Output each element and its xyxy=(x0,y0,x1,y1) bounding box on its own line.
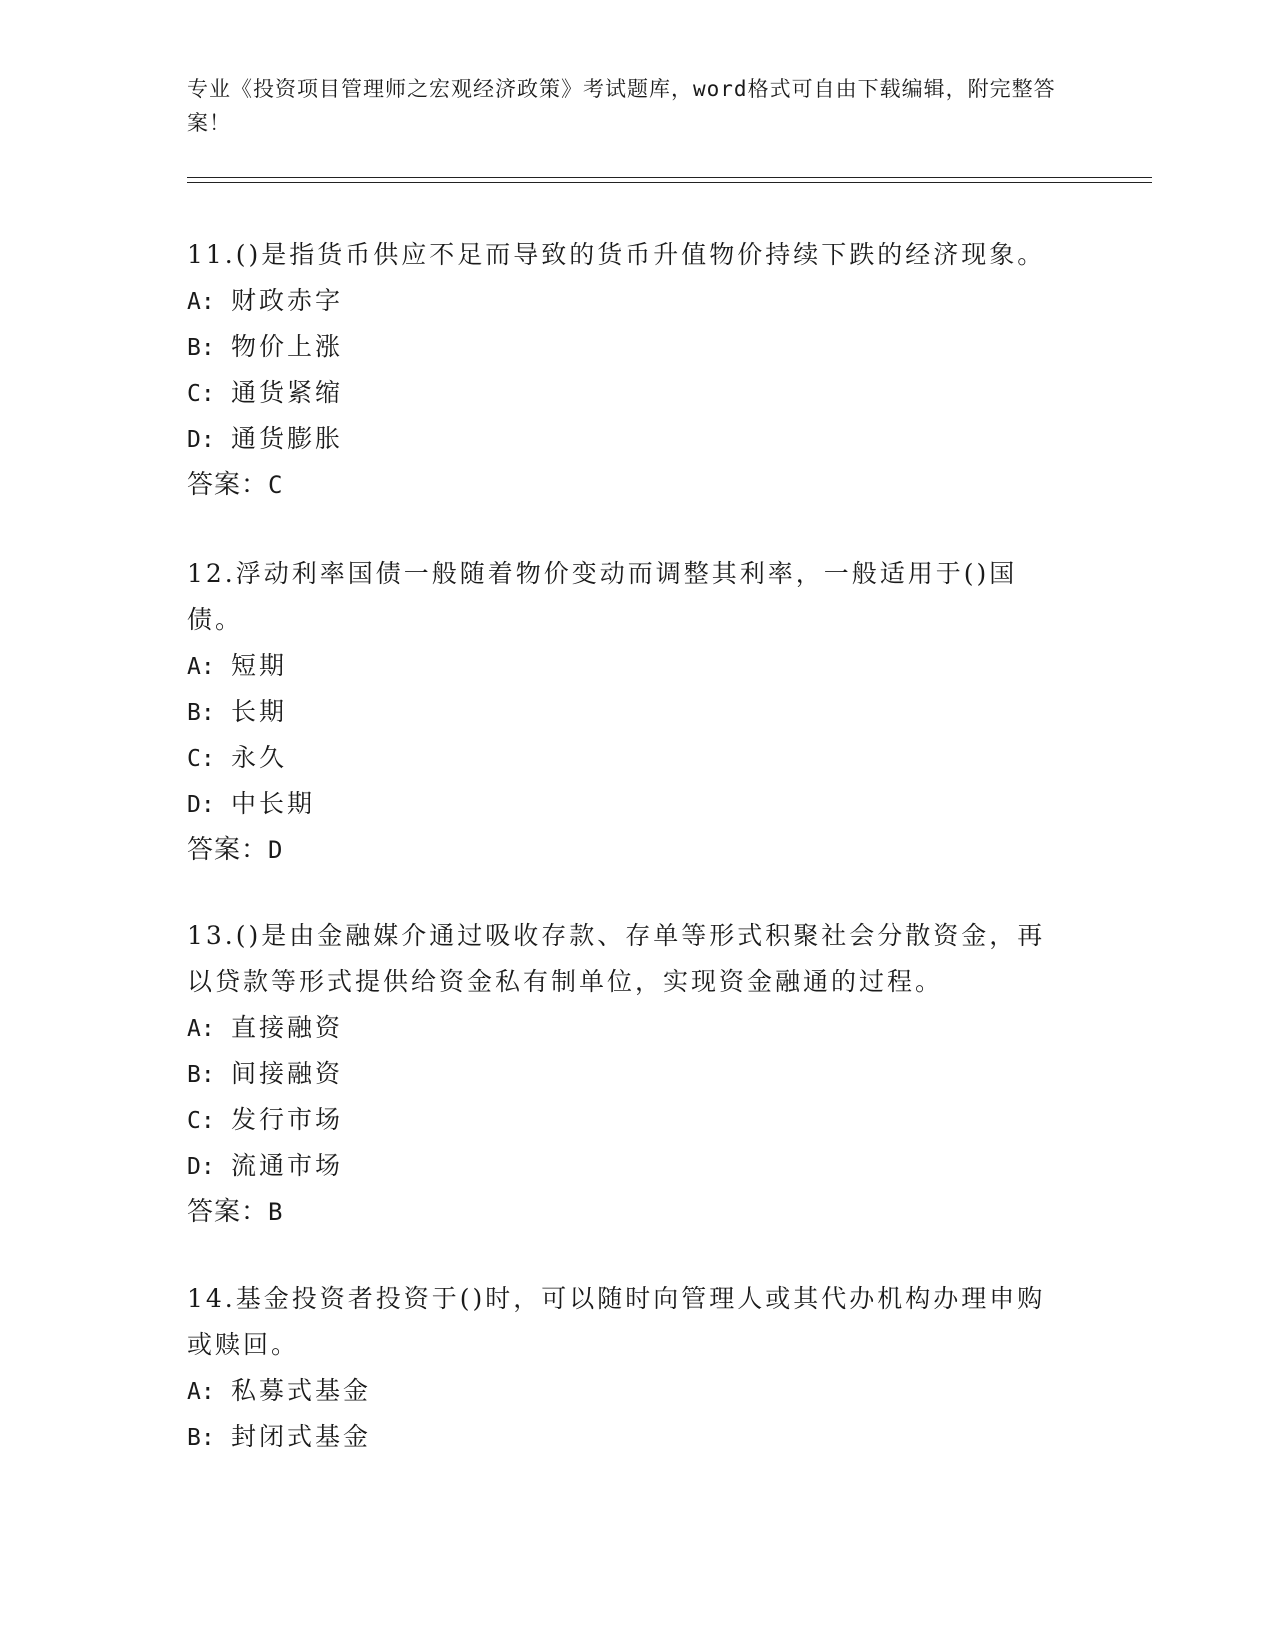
option-letter: D: xyxy=(187,427,215,453)
question-12 xyxy=(187,551,1067,873)
option-text: 长期 xyxy=(231,697,288,726)
option-c xyxy=(187,370,1067,416)
option-text: 私募式基金 xyxy=(231,1376,372,1405)
option-letter: C: xyxy=(187,1108,215,1134)
option-text: 财政赤字 xyxy=(231,286,344,315)
header-divider-bottom xyxy=(187,182,1152,183)
option-letter: B: xyxy=(187,700,215,726)
option-letter: C: xyxy=(187,381,215,407)
option-letter: B: xyxy=(187,335,215,361)
answer-label: 答案： xyxy=(187,1197,269,1227)
option-a xyxy=(187,278,1067,324)
option-text: 永久 xyxy=(231,743,288,772)
question-11 xyxy=(187,232,1067,508)
option-letter: D: xyxy=(187,1154,215,1180)
answer-value: D xyxy=(268,836,284,864)
option-letter: B: xyxy=(187,1425,215,1451)
option-c xyxy=(187,735,1067,781)
question-14 xyxy=(187,1276,1067,1460)
option-d xyxy=(187,781,1067,827)
option-text: 通货膨胀 xyxy=(231,424,344,453)
option-letter: A: xyxy=(187,1016,215,1042)
answer-line xyxy=(187,462,1067,508)
answer-line xyxy=(187,1189,1067,1235)
option-text: 通货紧缩 xyxy=(231,378,344,407)
answer-label: 答案： xyxy=(187,470,269,500)
option-text: 中长期 xyxy=(231,789,316,818)
question-stem: 12.浮动利率国债一般随着物价变动而调整其利率，一般适用于()国债。 xyxy=(187,559,1018,634)
answer-label: 答案： xyxy=(187,835,269,865)
option-text: 短期 xyxy=(231,651,288,680)
option-a xyxy=(187,1368,1067,1414)
question-stem: 13.()是由金融媒介通过吸收存款、存单等形式积聚社会分散资金，再以贷款等形式提供给资金私有制单位，实现资金融通的过程。 xyxy=(187,921,1046,996)
option-b xyxy=(187,324,1067,370)
answer-value: C xyxy=(268,471,284,499)
answer-value: B xyxy=(268,1198,284,1226)
option-text: 物价上涨 xyxy=(231,332,344,361)
option-a xyxy=(187,1005,1067,1051)
option-letter: A: xyxy=(187,654,215,680)
option-c xyxy=(187,1097,1067,1143)
question-13 xyxy=(187,913,1067,1235)
option-letter: D: xyxy=(187,792,215,818)
option-text: 流通市场 xyxy=(231,1151,344,1180)
option-b xyxy=(187,1051,1067,1097)
option-b xyxy=(187,689,1067,735)
option-letter: A: xyxy=(187,289,215,315)
option-b xyxy=(187,1414,1067,1460)
question-stem: 14.基金投资者投资于()时，可以随时向管理人或其代办机构办理申购或赎回。 xyxy=(187,1284,1046,1359)
header-divider-top xyxy=(187,177,1152,178)
question-stem: 11.()是指货币供应不足而导致的货币升值物价持续下跌的经济现象。 xyxy=(187,240,1046,269)
option-text: 直接融资 xyxy=(231,1013,344,1042)
option-letter: A: xyxy=(187,1379,215,1405)
option-d xyxy=(187,416,1067,462)
answer-line xyxy=(187,827,1067,873)
option-letter: B: xyxy=(187,1062,215,1088)
option-text: 发行市场 xyxy=(231,1105,344,1134)
option-letter: C: xyxy=(187,746,215,772)
option-a xyxy=(187,643,1067,689)
option-d xyxy=(187,1143,1067,1189)
option-text: 封闭式基金 xyxy=(231,1422,372,1451)
option-text: 间接融资 xyxy=(231,1059,344,1088)
document-header: 专业《投资项目管理师之宏观经济政策》考试题库，word格式可自由下载编辑，附完整答案！ xyxy=(187,77,1056,135)
